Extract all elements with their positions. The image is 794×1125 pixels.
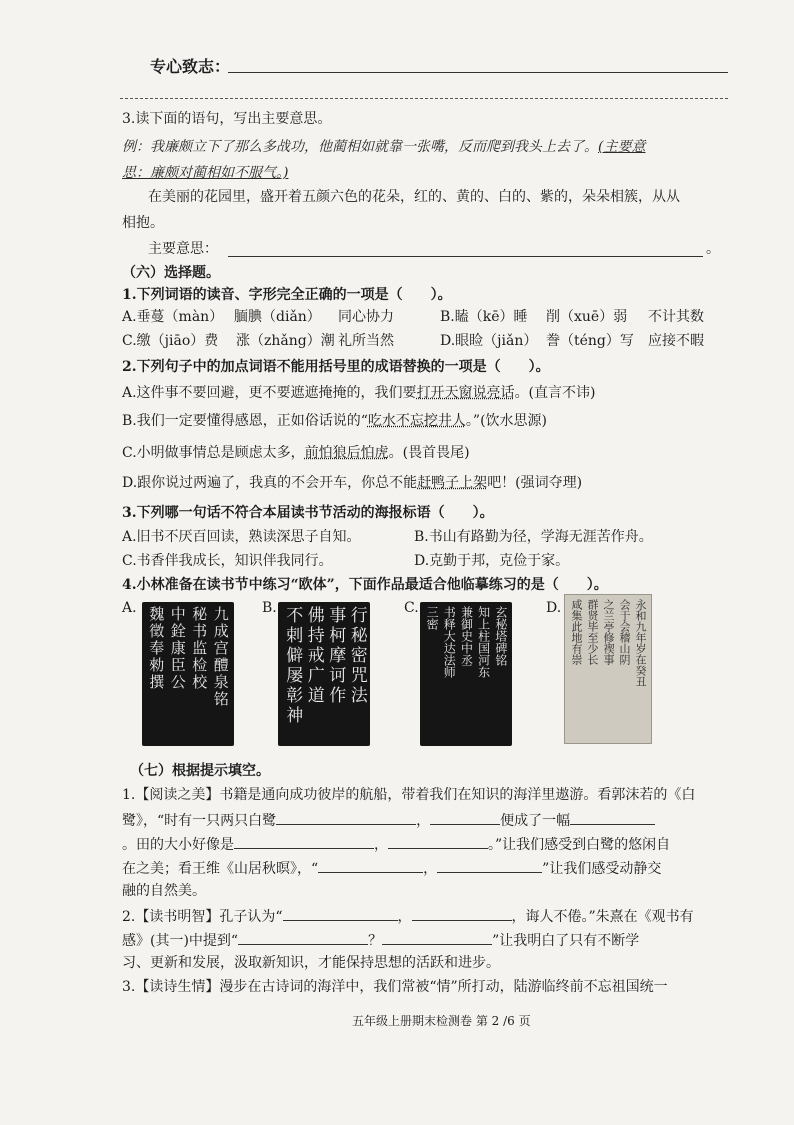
s6-q1-D-word1: D.眼睑（jiǎn） [440, 333, 538, 349]
calligraphy-D-col: 群贤毕至少长 [586, 599, 599, 665]
fill-blank[interactable] [430, 810, 500, 825]
s7-p2-line1: 2.【读书明智】孔子认为“ ， ，诲人不倦。”朱熹在《观书有 [122, 906, 694, 926]
q3-answer-label: 主要意思： [148, 241, 218, 257]
s6-q1-D-word3: 应接不暇 [648, 333, 704, 349]
s6-q3-B: B.书山有路勤为径，学海无涯苦作舟。 [414, 529, 653, 545]
calligraphy-B-col: 不剌僻屡彰神 [282, 606, 303, 726]
s6-q1-A-word2: 腼腆（diǎn） [234, 309, 321, 325]
calligraphy-D-col: 会于会稽山阴 [618, 599, 631, 665]
s7-p1-line3: 。田的大小好像是 ， 。”让我们感受到白鹭的悠闲自 [122, 834, 670, 854]
s6-q4-label-B: B. [262, 600, 277, 616]
q3-sentence-line1: 在美丽的花园里，盛开着五颜六色的花朵，红的、黄的、白的、紫的，朵朵相簇，从从 [148, 189, 680, 205]
s6-q1-C-word3: 礼所当然 [338, 333, 394, 349]
calligraphy-B-col: 事柯摩诃作 [325, 606, 346, 706]
section6-title: （六）选择题。 [122, 265, 220, 281]
calligraphy-C-col: 书释大达法师 [442, 606, 457, 678]
s6-q3-stem: 3.下列哪一句话不符合本届读书节活动的海报标语（ ）。 [122, 505, 494, 521]
s6-q1-C-word2: 涨（zhǎng）潮 [236, 333, 335, 349]
calligraphy-B-col: 佛持戒广道 [303, 606, 324, 706]
fill-blank[interactable] [234, 834, 374, 849]
q3-example-line1: 例：我廉颇立下了那么多战功，他蔺相如就靠一张嘴，反而爬到我头上去了。(主要意 [122, 139, 646, 155]
s6-q1-B-word2: 削（xuē）弱 [546, 309, 628, 325]
s7-p2-line3: 习、更新和发展，汲取新知识，才能保持思想的活跃和进步。 [122, 955, 500, 971]
s6-q3-C: C.书香伴我成长，知识伴我同行。 [122, 553, 333, 569]
s7-p1-line2: 鹭》，“时有一只两只白鹭 ， 便成了一幅 [122, 810, 655, 830]
s6-q1-A-word3: 同心协力 [338, 309, 394, 325]
s6-q4-label-D: D. [546, 600, 562, 616]
s7-p1-line5: 融的自然美。 [122, 883, 206, 899]
s7-p3-line1: 3.【读诗生情】漫步在古诗词的海洋中，我们常被“情”所打动，陆游临终前不忘祖国统一 [122, 979, 668, 995]
s7-p1-line4: 在之美；看王维《山居秋暝》，“ ， ”让我们感受动静交 [122, 858, 661, 878]
fill-blank[interactable] [412, 906, 512, 921]
s6-q3-D: D.克勤于邦，克俭于家。 [414, 553, 570, 569]
s6-q4-label-A: A. [122, 600, 137, 616]
calligraphy-C-col: 兼御史中丞 [459, 606, 474, 666]
s6-q1-C-word1: C.缴（jiāo）费 [122, 333, 219, 349]
page-footer: 五年级上册期末检测卷 第 2 /6 页 [352, 1014, 531, 1028]
q3-title: 3.读下面的语句，写出主要意思。 [122, 111, 332, 127]
s7-p2-line2: 感》(其一)中提到“ ？ ”让我明白了只有不断学 [122, 930, 639, 950]
s6-q4-label-C: C. [404, 600, 419, 616]
s6-q2-D: D.跟你说过两遍了，我真的不会开车，你总不能赶鸭子上架吧！(强词夺理) [122, 475, 583, 491]
fill-blank[interactable] [570, 810, 655, 825]
s6-q2-B: B.我们一定要懂得感恩，正如俗话说的“吃水不忘挖井人。”(饮水思源) [122, 413, 547, 429]
header-blank-line [228, 72, 728, 73]
fill-blank[interactable] [382, 930, 492, 945]
fill-blank[interactable] [437, 858, 542, 873]
calligraphy-sample-D [564, 594, 652, 744]
s6-q2-A: A.这件事不要回避，更不要遮遮掩掩的，我们要打开天窗说亮话。(直言不讳) [122, 385, 596, 401]
s6-q1-D-word2: 誊（téng）写 [546, 333, 634, 349]
fill-blank[interactable] [283, 906, 398, 921]
calligraphy-sample-C [420, 602, 512, 746]
calligraphy-sample-B [278, 602, 370, 746]
header-label: 专心致志： [150, 57, 231, 76]
fill-blank[interactable] [276, 810, 416, 825]
calligraphy-D-col: 永和九年岁在癸丑 [634, 599, 647, 687]
s6-q1-B-word1: B.瞌（kē）睡 [440, 309, 528, 325]
q3-answer-end: 。 [706, 241, 720, 257]
s6-q2-stem: 2.下列句子中的加点词语不能用括号里的成语替换的一项是（ ）。 [122, 359, 550, 375]
s6-q1-stem: 1.下列词语的读音、字形完全正确的一项是（ ）。 [122, 287, 452, 303]
calligraphy-C-col: 玄秘塔碑铭 [493, 606, 508, 666]
q3-answer-blank[interactable] [228, 256, 703, 257]
calligraphy-A-col: 中銓康臣公 [168, 606, 187, 691]
section7-title: （七）根据提示填空。 [130, 763, 270, 779]
q3-sentence-line2: 相抱。 [122, 215, 164, 231]
s7-p1-line1: 1.【阅读之美】书籍是通向成功彼岸的航船，带着我们在知识的海洋里遨游。看郭沫若的《白 [122, 787, 696, 803]
calligraphy-C-col: 三密 [425, 606, 440, 630]
calligraphy-sample-A [142, 602, 234, 746]
calligraphy-A-col: 秘书监检校 [190, 606, 209, 691]
s6-q2-C: C.小明做事情总是顾虑太多，前怕狼后怕虎。(畏首畏尾) [122, 445, 470, 461]
fill-blank[interactable] [388, 834, 488, 849]
s6-q1-B-word3: 不计其数 [648, 309, 704, 325]
s6-q1-A-word1: A.垂蔓（màn） [122, 309, 224, 325]
calligraphy-A-col: 九成宫醴泉铭 [211, 606, 230, 708]
calligraphy-A-col: 魏徵奉勑撰 [147, 606, 166, 691]
calligraphy-B-col: 行秘密咒法 [346, 606, 367, 706]
fill-blank[interactable] [318, 858, 423, 873]
s6-q3-A: A.旧书不厌百回读，熟读深思子自知。 [122, 529, 361, 545]
calligraphy-D-col: 咸集此地有崇 [570, 599, 583, 665]
header-divider [120, 98, 728, 99]
calligraphy-D-col: 之兰亭修禊事 [602, 599, 615, 665]
q3-example-line2: 思：廉颇对蔺相如不服气。) [122, 165, 289, 181]
calligraphy-C-col: 知上柱国河东 [476, 606, 491, 678]
fill-blank[interactable] [238, 930, 368, 945]
s6-q4-stem: 4.小林准备在读书节中练习“欧体”，下面作品最适合他临摹练习的是（ ）。 [122, 577, 608, 593]
